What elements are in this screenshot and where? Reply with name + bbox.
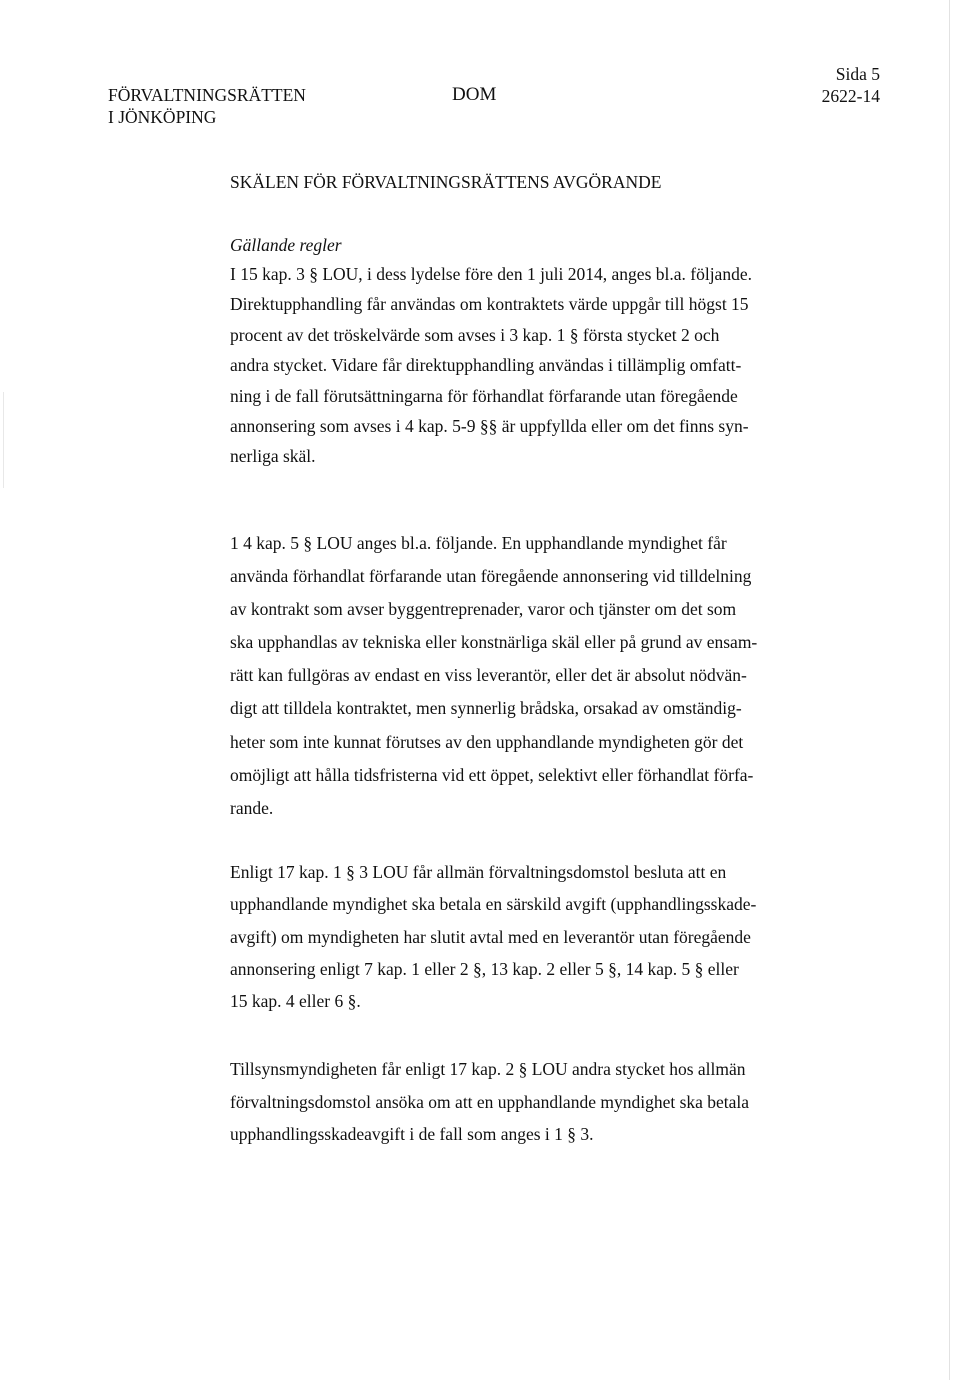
paragraph-line: I 15 kap. 3 § LOU, i dess lydelse före den 1 juli 2014, anges bl.a. följande. — [230, 264, 752, 284]
court-name-line-1: FÖRVALTNINGSRÄTTEN — [108, 85, 306, 105]
paragraph-line: 15 kap. 4 eller 6 §. — [230, 991, 361, 1012]
paragraph-line: nerliga skäl. — [230, 446, 316, 467]
court-name — [108, 84, 306, 128]
paragraph-supervisory-authority — [230, 1053, 749, 1151]
paragraph-line: 1 4 kap. 5 § LOU anges bl.a. följande. En upphandlande myndighet får — [230, 533, 727, 553]
page-info — [822, 63, 880, 107]
case-number: 2622-14 — [821, 86, 880, 106]
paragraph-line: Direktupphandling får användas om kontraktets värde uppgår till högst 15 — [230, 294, 749, 315]
paragraph-line: upphandlande myndighet ska betala en särskild avgift (upphandlingsskade- — [230, 894, 757, 915]
paragraph-line: ning i de fall förutsättningarna för förhandlat förfarande utan föregående — [230, 385, 738, 406]
document-type: DOM — [452, 84, 497, 105]
paragraph-line: procent av det tröskelvärde som avses i 3 kap. 1 § första stycket 2 och — [230, 324, 720, 345]
section-subheading: Gällande regler — [230, 235, 342, 255]
scan-margin-mark — [3, 392, 4, 488]
paragraph-line: upphandlingsskadeavgift i de fall som anges i 1 § 3. — [230, 1124, 594, 1144]
paragraph-negotiated-procedure — [230, 527, 757, 825]
paragraph-line: andra stycket. Vidare får direktupphandling användas i tillämplig omfatt- — [230, 355, 742, 376]
paragraph-line: av kontrakt som avser byggentreprenader, varor och tjänster om det som — [230, 599, 737, 620]
paragraph-line: rätt kan fullgöras av endast en viss leverantör, eller det är absolut nödvän- — [230, 665, 747, 686]
paragraph-line: avgift) om myndigheten har slutit avtal med en leverantör utan föregående — [230, 926, 751, 947]
page-number: Sida 5 — [835, 64, 880, 84]
paragraph-line: annonsering enligt 7 kap. 1 eller 2 §, 13 kap. 2 eller 5 §, 14 kap. 5 § eller — [230, 958, 739, 979]
paragraph-line: annonsering som avses i 4 kap. 5-9 §§ är uppfyllda eller om det finns syn- — [230, 416, 749, 437]
paragraph-line: omöjligt att hålla tidsfristerna vid ett öppet, selektivt eller förhandlat förfa- — [230, 764, 754, 785]
paragraph-line: rande. — [230, 797, 274, 818]
paragraph-line: Enligt 17 kap. 1 § 3 LOU får allmän förvaltningsdomstol besluta att en — [230, 862, 727, 882]
paragraph-procurement-damages-fee — [230, 856, 756, 1017]
section-heading: SKÄLEN FÖR FÖRVALTNINGSRÄTTENS AVGÖRANDE — [230, 172, 662, 192]
court-name-line-2: I JÖNKÖPING — [108, 107, 217, 127]
paragraph-line: förvaltningsdomstol ansöka om att en upphandlande myndighet ska betala — [230, 1091, 750, 1112]
paragraph-line: heter som inte kunnat förutses av den upphandlande myndigheten gör det — [230, 731, 744, 752]
paragraph-line: använda förhandlat förfarande utan föregående annonsering vid tilldelning — [230, 566, 752, 587]
paragraph-line: ska upphandlas av tekniska eller konstnärliga skäl eller på grund av ensam- — [230, 632, 758, 653]
paragraph-line: Tillsynsmyndigheten får enligt 17 kap. 2 § LOU andra stycket hos allmän — [230, 1059, 746, 1079]
page-edge-line — [949, 0, 950, 1380]
paragraph-line: digt att tilldela kontraktet, men synnerlig brådska, orsakad av omständig- — [230, 698, 742, 719]
paragraph-direct-procurement — [230, 259, 752, 472]
